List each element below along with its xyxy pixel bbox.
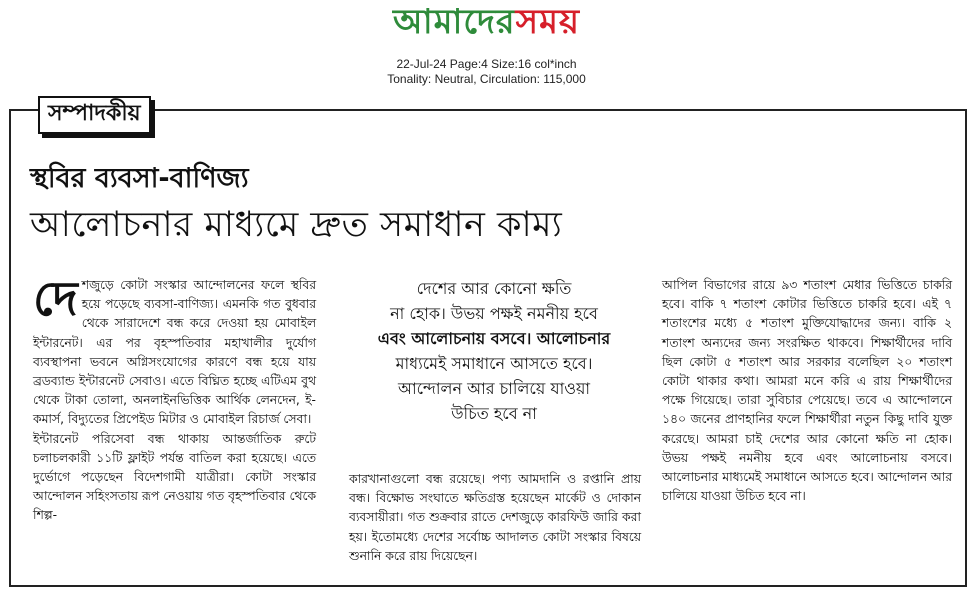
article-headline: আলোচনার মাধ্যমে দ্রুত সমাধান কাম্য [30, 205, 563, 245]
pull-quote-line: এবং আলোচনায় বসবে। আলোচনার [377, 329, 611, 348]
article-kicker: স্থবির ব্যবসা-বাণিজ্য [30, 163, 249, 194]
clipping-meta-date-size: 22-Jul-24 Page:4 Size:16 col*inch [396, 57, 577, 71]
masthead-part-2: সময় [515, 2, 580, 42]
column-1-lead-text: শজুড়ে কোটা সংস্কার আন্দোলনের ফলে স্থবির হয়ে পড়েছে ব্যবসা-বাণিজ্য। এমনকি গত বুধবার থেকে সারাদেশে বন্ধ করে দেওয়া হয় মোবাইল ইন্টারনেট। এর পর বৃহস্পতিবার মহাখালীর দুর্যোগ ব্যবস্থাপনা ভবনে অগ্নিসংযোগের কারণে বন্ধ হয়ে যায় ব্রডব্যান্ড ইন্টারনেট সেবাও। এতে বিঘ্নিত হচ্ছে এটিএম বুথ থেকে টাকা তোলা, অনলাইনভিত্তিক আর্থিক লেনদেন, ই-কমার্স, বিদ্যুতের প্রিপেইড মিটার ও মোবাইল রিচার্জ সেবা। [33, 278, 316, 427]
drop-cap: দে [33, 271, 78, 327]
column-1-second-paragraph: ইন্টারনেট পরিসেবা বন্ধ থাকায় আন্তর্জাতিক রুটে চলাচলকারী ১১টি ফ্লাইট পর্যন্ত বাতিল করা হয়েছে। এতে দুর্ভোগে পড়েছেন বিদেশগামী যাত্রীরা। কোটা সংস্কার আন্দোলন সহিংসতায় রূপ নেওয়ায় গত বৃহস্পতিবার থেকে শিল্প- [33, 431, 316, 523]
article-column-1 [33, 271, 316, 526]
article-column-3 [662, 276, 952, 506]
pull-quote-line: না হোক। উভয় পক্ষই নমনীয় হবে [390, 304, 598, 323]
column-2-paragraph: কারখানাগুলো বন্ধ রয়েছে। পণ্য আমদানি ও রপ্তানি প্রায় বন্ধ। বিক্ষোভ সংঘাতে ক্ষতিগ্রস্ত হয়েছেন মার্কেট ও দোকান ব্যবসায়ীরা। গত শুক্রবার রাতে দেশজুড়ে কারফিউ জারি করা হয়। ইতোমধ্যে দেশের সর্বোচ্চ আদালত কোটা সংস্কার বিষয়ে শুনানি করে রায় দিয়েছেন। [349, 472, 641, 563]
article-column-2 [349, 470, 641, 566]
column-1-lead-paragraph [33, 271, 316, 430]
pull-quote-line: আন্দোলন আর চালিয়ে যাওয়া [397, 379, 591, 398]
section-label-editorial: সম্পাদকীয় [38, 96, 151, 134]
pull-quote-line: উচিত হবে না [451, 404, 537, 423]
clipping-meta-tonality: Tonality: Neutral, Circulation: 115,000 [387, 72, 586, 86]
pull-quote-line: দেশের আর কোনো ক্ষতি [416, 279, 572, 298]
pull-quote [345, 276, 643, 426]
pull-quote-line: মাধ্যমেই সমাধানে আসতে হবে। [395, 354, 593, 373]
newspaper-masthead [0, 2, 973, 42]
column-3-paragraph: আপিল বিভাগের রায়ে ৯৩ শতাংশ মেধার ভিত্তিতে চাকরি হবে। বাকি ৭ শতাংশ কোটার ভিত্তিতে চাকরি হবে। এই ৭ শতাংশের মধ্যে ৫ শতাংশ মুক্তিযোদ্ধাদের জন্য। বাকি ২ শতাংশ অন্যদের জন্য সংরক্ষিত থাকবে। শিক্ষার্থীদের দাবি ছিল কোটা ৫ শতাংশ আর সরকার বলেছিল ২০ শতাংশ কোটা থাকার কথা। আমরা মনে করি এ রায় শিক্ষার্থীদের পক্ষে গিয়েছে। তারা সুবিচার পেয়েছে। তবে এ আন্দোলনে ১৪০ জনের প্রাণহানির ফলে শিক্ষার্থীরা নতুন কিছু দাবি যুক্ত করেছে। আমরা চাই দেশের আর কোনো ক্ষতি না হোক। উভয় পক্ষই নমনীয় হবে এবং আলোচনায় বসবে। আলোচনার মাধ্যমেই সমাধানে আসতে হবে। আন্দোলন আর চালিয়ে যাওয়া উচিত হবে না। [662, 278, 952, 504]
masthead-part-1: আমাদের [393, 2, 516, 42]
